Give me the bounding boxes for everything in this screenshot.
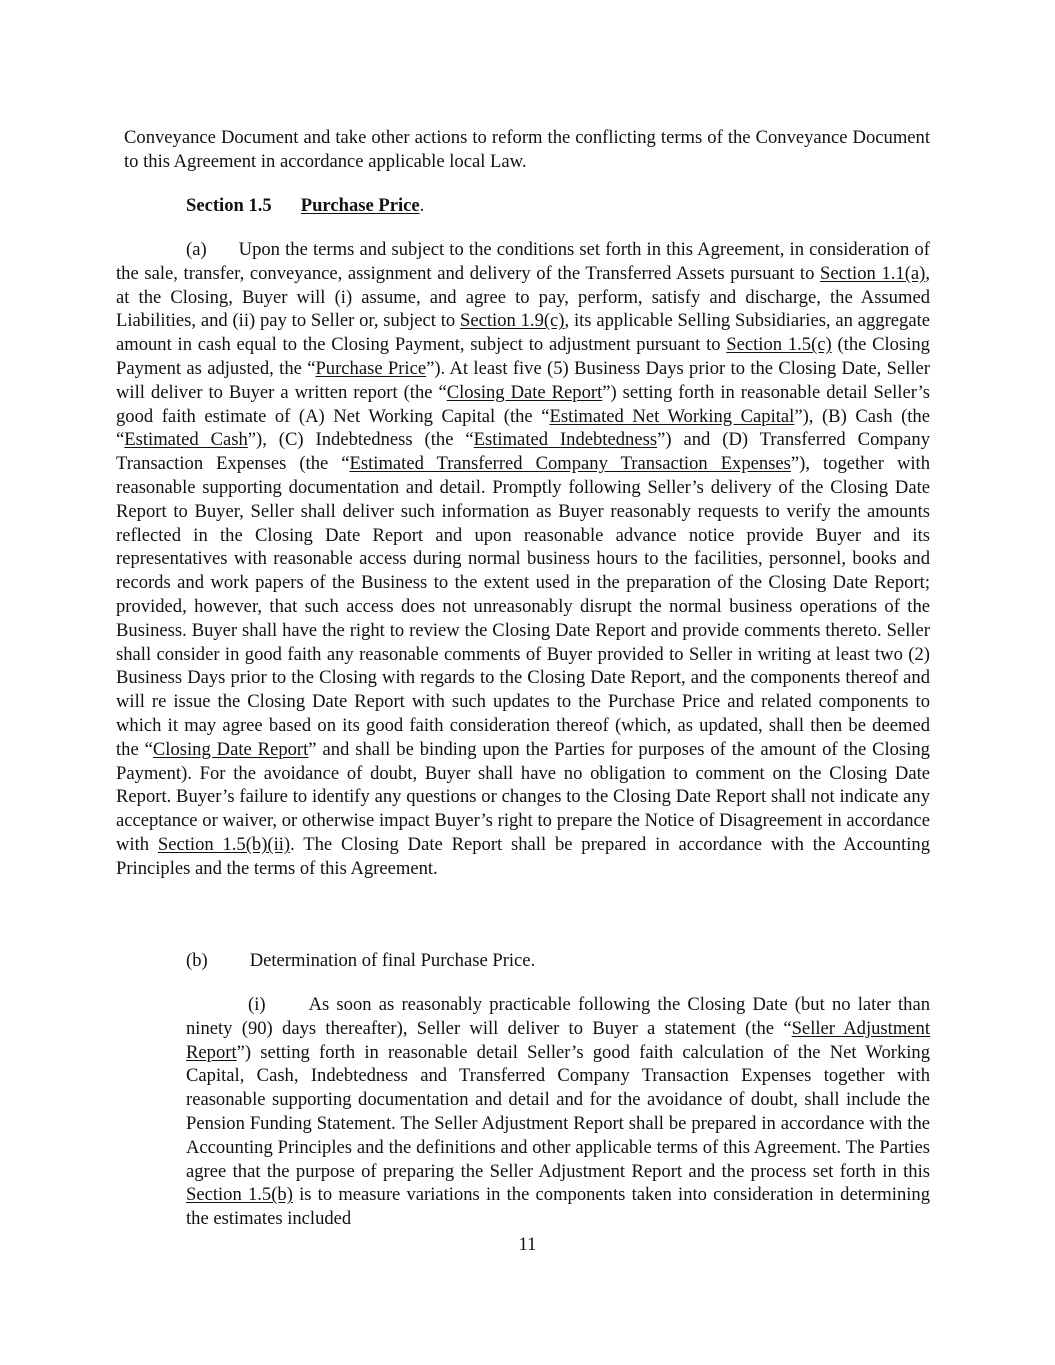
paragraph-b-i-label: (i) (248, 994, 266, 1015)
defined-term-estimated-cash: Estimated Cash (124, 429, 248, 451)
paragraph-b-label: (b) (186, 950, 208, 971)
paragraph-b-i: (i) As soon as reasonably practicable following the Closing Date (but no later than ninety (90) days thereafter), Seller will deliver to Buyer a statement (the “Seller Adjustment Report”) setting forth in reasonable detail Seller’s good faith calculation of the Net Working Capital, Cash, Indebtedness and Transferred Company Transaction Expenses together with reasonable supporting documentation and detail and for the avoidance of doubt, shall include the Pension Funding Statement. The Seller Adjustment Report shall be prepared in accordance with the Accounting Principles and the definitions and other applicable terms of this Agreement. The Parties agree that the purpose of preparing the Seller Adjustment Report and the process set forth in this Section 1.5(b) is to measure variations in the components taken into consideration in determining the estimates included (186, 994, 930, 1230)
section-ref-1-5c: Section 1.5(c) (726, 334, 832, 356)
defined-term-purchase-price: Purchase Price (315, 357, 427, 379)
defined-term-closing-date-report: Closing Date Report (446, 381, 603, 403)
defined-term-estimated-tcte: Estimated Transferred Company Transaction Expenses (349, 453, 791, 475)
defined-term-estimated-indebtedness: Estimated Indebtedness (473, 429, 658, 451)
paragraph-b: (b) Determination of final Purchase Price. (186, 950, 536, 971)
section-ref-1-5b: Section 1.5(b) (186, 1184, 293, 1206)
section-ref-1-1a: Section 1.1(a) (820, 262, 926, 284)
paragraph-a-label: (a) (186, 239, 207, 260)
section-ref-1-9c: Section 1.9(c) (460, 310, 565, 332)
defined-term-estimated-nwc: Estimated Net Working Capital (549, 405, 795, 427)
section-title: Purchase Price (300, 195, 420, 216)
section-number: Section 1.5 (186, 195, 272, 216)
defined-term-seller-adjustment-report: Seller Adjustment Report (186, 1017, 930, 1063)
defined-term-closing-date-report-2: Closing Date Report (152, 738, 309, 760)
paragraph-a: (a) Upon the terms and subject to the conditions set forth in this Agreement, in consideration of the sale, transfer, conveyance, assignment and delivery of the Transferred Assets pursuant to Section 1.1(a), at the Closing, Buyer will (i) assume, and agree to pay, perform, satisfy and discharge, the Assumed Liabilities, and (ii) pay to Seller or, subject to Section 1.9(c), its applicable Selling Subsidiaries, an aggregate amount in cash equal to the Closing Payment, subject to adjustment pursuant to Section 1.5(c) (the Closing Payment as adjusted, the “Purchase Price”). At least five (5) Business Days prior to the Closing Date, Seller will deliver to Buyer a written report (the “Closing Date Report”) setting forth in reasonable detail Seller’s good faith estimate of (A) Net Working Capital (the “Estimated Net Working Capital”), (B) Cash (the “Estimated Cash”), (C) Indebtedness (the “Estimated Indebtedness”) and (D) Transferred Company Transaction Expenses (the “Estimated Transferred Company Transaction Expenses”), together with reasonable supporting documentation and detail. Promptly following Seller’s delivery of the Closing Date Report to Buyer, Seller shall deliver such information as Buyer reasonably requests to verify the amounts reflected in the Closing Date Report and upon reasonable advance notice provide Buyer and its representatives with reasonable access during normal business hours to the facilities, personnel, books and records and work papers of the Business to the extent used in the preparation of the Closing Date Report; provided, however, that such access does not unreasonably disrupt the normal business operations of the Business. Buyer shall have the right to review the Closing Date Report and provide comments thereto. Seller shall consider in good faith any reasonable comments of Buyer provided to Seller in writing at least two (2) Business Days prior to the Closing with regards to the Closing Date Report, and the components thereof and will re issue the Closing Date Report with such updates to the Purchase Price and related components to which it may agree based on its good faith consideration thereof (which, as updated, shall then be deemed the “Closing Date Report” and shall be binding upon the Parties for purposes of the amount of the Closing Payment). For the avoidance of doubt, Buyer shall have no obligation to comment on the Closing Date Report. Buyer’s failure to identify any questions or changes to the Closing Date Report shall not indicate any acceptance or waiver, or otherwise impact Buyer’s right to prepare the Notice of Disagreement in accordance with Section 1.5(b)(ii). The Closing Date Report shall be prepared in accordance with the Accounting Principles and the terms of this Agreement. (116, 239, 930, 879)
section-ref-1-5bii: Section 1.5(b)(ii) (157, 833, 291, 855)
continuation-paragraph: Conveyance Document and take other actions to reform the conflicting terms of the Conveyance Document to this Agreement in accordance applicable local Law. (124, 127, 930, 172)
page-number: 11 (518, 1234, 537, 1255)
section-heading: Section 1.5 Purchase Price. (186, 195, 425, 216)
